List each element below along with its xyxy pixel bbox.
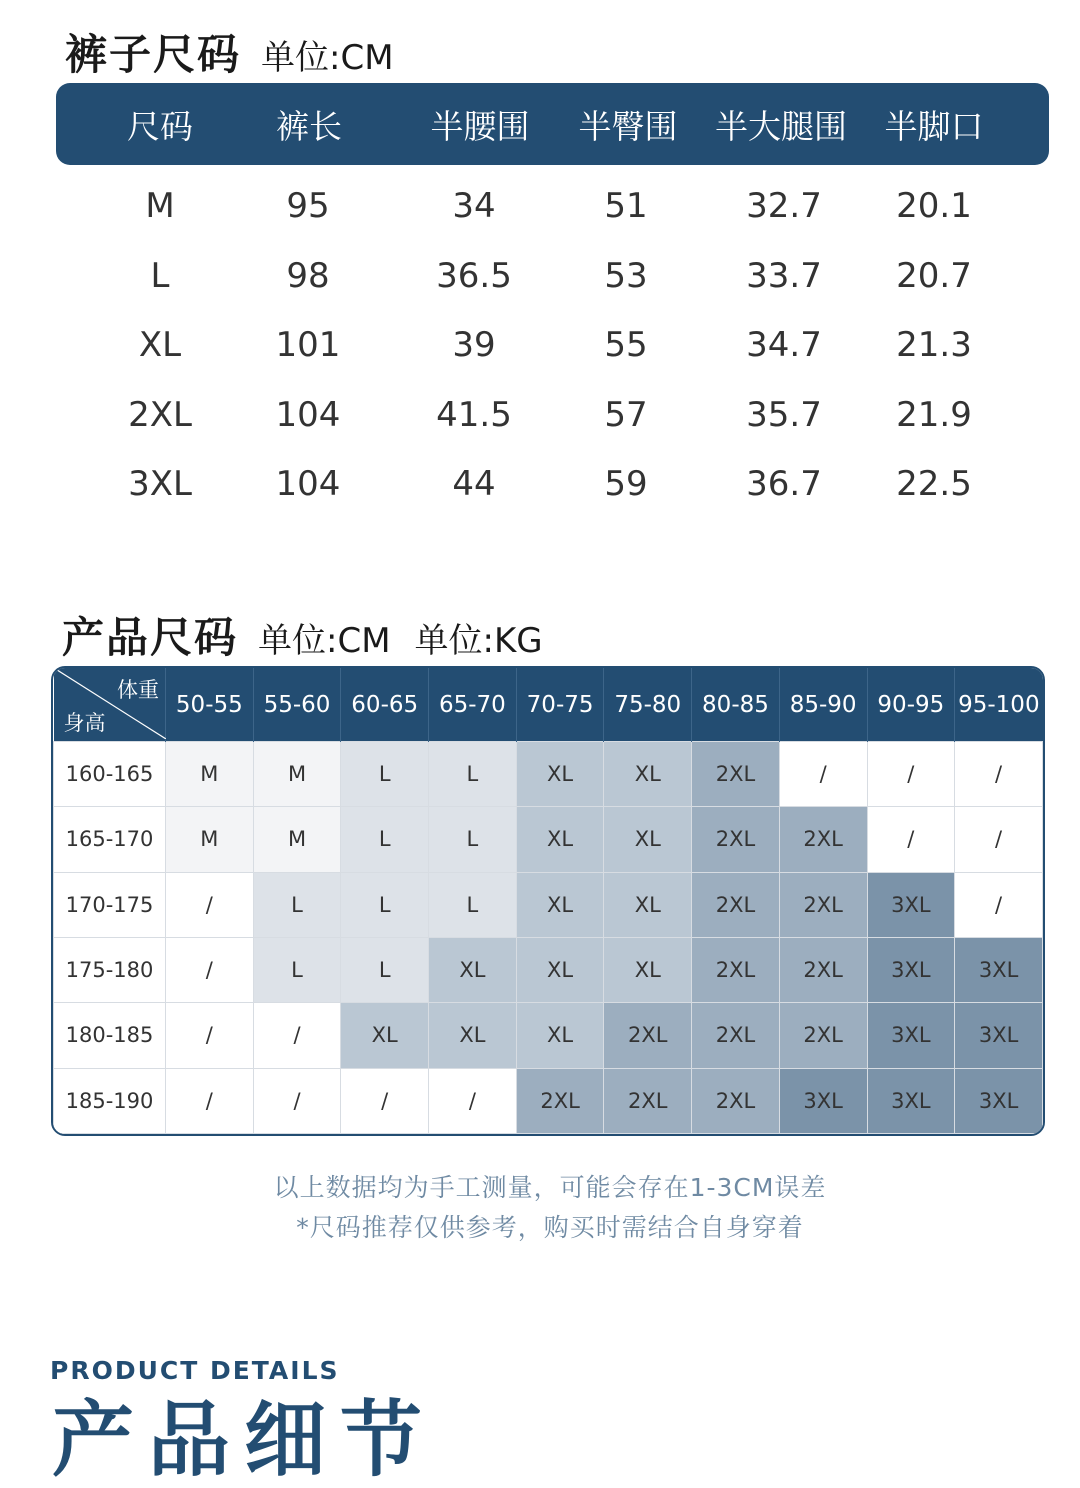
chart-row bbox=[54, 1003, 1043, 1068]
pants-unit: 单位:CM bbox=[261, 38, 394, 78]
size-cell: / bbox=[955, 807, 1043, 872]
pants-cell-thigh: 33.7 bbox=[746, 255, 822, 296]
pants-cell-hem: 21.9 bbox=[896, 394, 972, 435]
size-cell: 3XL bbox=[779, 1068, 867, 1133]
size-cell: L bbox=[429, 872, 517, 937]
size-cell: / bbox=[166, 1068, 254, 1133]
height-row-label: 175-180 bbox=[54, 937, 166, 1002]
size-cell: 2XL bbox=[779, 937, 867, 1002]
size-cell: 3XL bbox=[867, 872, 955, 937]
size-cell: L bbox=[429, 742, 517, 807]
pants-header-length: 裤长 bbox=[276, 106, 342, 146]
pants-cell-waist: 44 bbox=[452, 464, 496, 504]
weight-header-cell: 70-75 bbox=[516, 668, 604, 742]
size-cell: 2XL bbox=[604, 1068, 692, 1133]
size-cell: L bbox=[341, 937, 429, 1002]
pants-cell-size: XL bbox=[138, 325, 182, 365]
corner-weight-label: 体重 bbox=[117, 678, 159, 702]
product-title: 产品尺码 bbox=[62, 613, 239, 662]
pants-cell-thigh: 34.7 bbox=[746, 325, 822, 365]
pants-cell-hip: 55 bbox=[604, 325, 648, 365]
height-row-label: 165-170 bbox=[54, 807, 166, 872]
size-cell: M bbox=[166, 807, 254, 872]
size-cell: XL bbox=[341, 1003, 429, 1068]
size-cell: 2XL bbox=[692, 807, 780, 872]
weight-header-cell: 50-55 bbox=[166, 668, 254, 742]
pants-header-hem: 半脚口 bbox=[884, 106, 984, 146]
height-row-label: 185-190 bbox=[54, 1068, 166, 1133]
size-cell: XL bbox=[429, 1003, 517, 1068]
size-cell: / bbox=[429, 1068, 517, 1133]
size-cell: 2XL bbox=[692, 742, 780, 807]
pants-cell-size: 3XL bbox=[128, 464, 192, 504]
pants-cell-length: 101 bbox=[275, 325, 341, 365]
size-cell: 2XL bbox=[516, 1068, 604, 1133]
size-cell: L bbox=[341, 872, 429, 937]
size-cell: XL bbox=[516, 872, 604, 937]
size-cell: 3XL bbox=[867, 1003, 955, 1068]
chart-header-row bbox=[54, 668, 1043, 742]
weight-header-cell: 85-90 bbox=[779, 668, 867, 742]
height-row-label: 170-175 bbox=[54, 872, 166, 937]
size-cell: 2XL bbox=[779, 1003, 867, 1068]
corner-height-label: 身高 bbox=[63, 711, 106, 735]
size-cell: / bbox=[867, 807, 955, 872]
chart-row bbox=[54, 937, 1043, 1002]
pants-cell-waist: 36.5 bbox=[436, 255, 512, 296]
size-cell: XL bbox=[604, 807, 692, 872]
size-cell: / bbox=[955, 872, 1043, 937]
product-section-title-row bbox=[62, 605, 543, 665]
pants-header-waist: 半腰围 bbox=[430, 106, 530, 146]
pants-row bbox=[0, 186, 1080, 246]
size-cell: 2XL bbox=[604, 1003, 692, 1068]
pants-cell-length: 95 bbox=[286, 186, 330, 226]
product-details-heading-en: PRODUCT DETAILS bbox=[50, 1356, 340, 1385]
size-cell: XL bbox=[604, 937, 692, 1002]
size-cell: 3XL bbox=[955, 1068, 1043, 1133]
pants-cell-length: 104 bbox=[275, 464, 341, 504]
note-recommendation: *尺码推荐仅供参考，购买时需结合自身穿着 bbox=[296, 1213, 804, 1242]
size-cell: 2XL bbox=[692, 1003, 780, 1068]
pants-title: 裤子尺码 bbox=[65, 30, 242, 79]
weight-header-cell: 55-60 bbox=[253, 668, 341, 742]
size-cell: L bbox=[341, 742, 429, 807]
pants-cell-thigh: 35.7 bbox=[746, 394, 822, 435]
pants-cell-hip: 51 bbox=[604, 186, 648, 226]
size-cell: / bbox=[341, 1068, 429, 1133]
pants-cell-length: 98 bbox=[286, 255, 330, 296]
size-cell: L bbox=[429, 807, 517, 872]
chart-row bbox=[54, 742, 1043, 807]
pants-cell-size: L bbox=[150, 255, 170, 296]
weight-header-cell: 65-70 bbox=[429, 668, 517, 742]
pants-cell-waist: 39 bbox=[452, 325, 496, 365]
weight-header-cell: 75-80 bbox=[604, 668, 692, 742]
size-cell: L bbox=[341, 807, 429, 872]
pants-header-hip: 半臀围 bbox=[578, 106, 678, 146]
weight-header-cell: 95-100 bbox=[955, 668, 1043, 742]
size-cell: XL bbox=[516, 742, 604, 807]
chart-row bbox=[54, 1068, 1043, 1133]
height-row-label: 160-165 bbox=[54, 742, 166, 807]
size-cell: / bbox=[867, 742, 955, 807]
size-cell: 2XL bbox=[692, 872, 780, 937]
size-cell: / bbox=[779, 742, 867, 807]
pants-cell-waist: 34 bbox=[452, 186, 496, 226]
size-cell: / bbox=[253, 1068, 341, 1133]
pants-cell-thigh: 36.7 bbox=[746, 464, 822, 504]
size-recommendation-table bbox=[53, 668, 1043, 1134]
pants-cell-size: M bbox=[145, 186, 175, 226]
pants-row bbox=[0, 325, 1080, 385]
size-cell: 2XL bbox=[779, 872, 867, 937]
pants-cell-hem: 20.7 bbox=[896, 255, 972, 296]
size-cell: M bbox=[166, 742, 254, 807]
chart-body bbox=[54, 742, 1043, 1134]
size-cell: L bbox=[253, 937, 341, 1002]
pants-cell-thigh: 32.7 bbox=[746, 186, 822, 226]
size-cell: XL bbox=[516, 1003, 604, 1068]
pants-row bbox=[0, 464, 1080, 524]
size-cell: 2XL bbox=[692, 937, 780, 1002]
size-cell: XL bbox=[429, 937, 517, 1002]
product-unit-kg: 单位:KG bbox=[414, 621, 543, 661]
size-cell: / bbox=[253, 1003, 341, 1068]
height-row-label: 180-185 bbox=[54, 1003, 166, 1068]
size-cell: XL bbox=[604, 872, 692, 937]
size-cell: XL bbox=[516, 807, 604, 872]
size-cell: XL bbox=[604, 742, 692, 807]
size-cell: / bbox=[166, 1003, 254, 1068]
chart-corner-cell bbox=[54, 668, 166, 742]
product-unit-cm: 单位:CM bbox=[258, 621, 391, 661]
size-cell: 2XL bbox=[779, 807, 867, 872]
note-measurement: 以上数据均为手工测量，可能会存在1-3CM误差 bbox=[273, 1173, 827, 1202]
pants-cell-hem: 21.3 bbox=[896, 325, 972, 365]
chart-row bbox=[54, 872, 1043, 937]
pants-header-thigh: 半大腿围 bbox=[715, 106, 847, 146]
size-cell: XL bbox=[516, 937, 604, 1002]
pants-cell-hip: 57 bbox=[604, 394, 648, 435]
chart-row bbox=[54, 807, 1043, 872]
size-cell: / bbox=[166, 872, 254, 937]
pants-cell-hip: 53 bbox=[604, 255, 648, 296]
pants-cell-hem: 20.1 bbox=[896, 186, 972, 226]
weight-header-cell: 80-85 bbox=[692, 668, 780, 742]
size-cell: 3XL bbox=[867, 937, 955, 1002]
size-cell: / bbox=[955, 742, 1043, 807]
size-cell: / bbox=[166, 937, 254, 1002]
size-cell: M bbox=[253, 807, 341, 872]
pants-cell-length: 104 bbox=[275, 394, 341, 435]
size-cell: 3XL bbox=[955, 937, 1043, 1002]
pants-table-header bbox=[56, 83, 1049, 165]
pants-cell-hip: 59 bbox=[604, 464, 648, 504]
pants-row bbox=[0, 395, 1080, 455]
pants-row bbox=[0, 256, 1080, 316]
size-cell: 3XL bbox=[867, 1068, 955, 1133]
size-cell: 3XL bbox=[955, 1003, 1043, 1068]
weight-header-cell: 60-65 bbox=[341, 668, 429, 742]
size-cell: M bbox=[253, 742, 341, 807]
pants-cell-hem: 22.5 bbox=[896, 464, 972, 504]
size-cell: L bbox=[253, 872, 341, 937]
product-details-heading-cn: 产品细节 bbox=[52, 1393, 437, 1488]
pants-cell-waist: 41.5 bbox=[436, 394, 512, 435]
weight-header-cell: 90-95 bbox=[867, 668, 955, 742]
size-recommendation-chart bbox=[51, 666, 1045, 1136]
pants-section-title-row bbox=[65, 22, 394, 82]
pants-header-size: 尺码 bbox=[127, 106, 193, 146]
pants-cell-size: 2XL bbox=[128, 394, 192, 435]
size-cell: 2XL bbox=[692, 1068, 780, 1133]
